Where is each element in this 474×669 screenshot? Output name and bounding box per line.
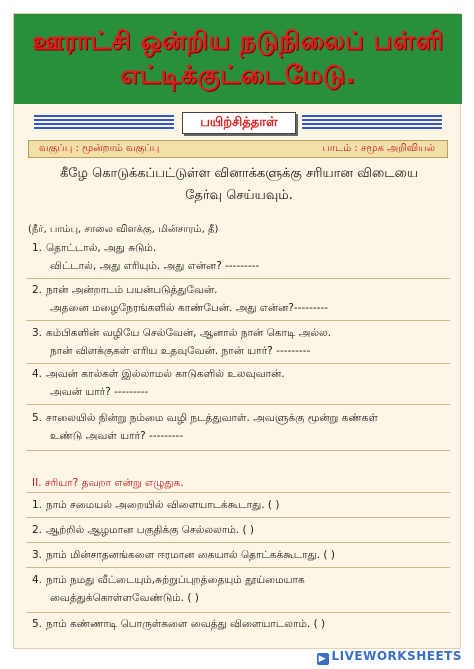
divider (26, 404, 450, 405)
divider (26, 450, 450, 451)
question-text[interactable]: நான் விளக்குகள் எரிய உதவுவேன். நான் யார்? --------- (50, 345, 311, 357)
question-text[interactable]: விட்டால், அது எரியும். அது என்ன? --------- (50, 260, 260, 272)
divider (26, 492, 450, 493)
question-text: நான் அன்றாடம் பயன்படுத்துவேன். (46, 284, 218, 296)
question-number: 5. (32, 412, 43, 424)
subject-label: பாடம் : சமூக அறிவியல் (322, 143, 435, 154)
question-number: 4. (32, 368, 43, 380)
question-number: 1. (32, 499, 43, 511)
class-subject-bar (28, 140, 448, 158)
divider (26, 542, 450, 543)
question-text: தொட்டால், அது சுடும். (46, 242, 157, 254)
question-number: 4. (32, 574, 43, 586)
question-text[interactable]: அதனை மழைநேரங்களில் காண்பேன். அது என்ன?--------- (50, 302, 329, 314)
school-name-line2: எட்டிக்குட்டைமேடு. (120, 60, 356, 89)
question-number: 3. (32, 327, 43, 339)
decorative-stripes-right (302, 115, 442, 131)
question-text: நாம் சமையல் அறையில் விளையாடக்கூடாது. ( ) (46, 499, 280, 511)
divider (26, 517, 450, 518)
liveworksheets-logo (317, 649, 462, 665)
divider (26, 320, 450, 321)
divider (26, 612, 450, 613)
question-text: நாம் நமது வீட்டையும்,சுற்றுப்புறத்தையும் தூய்மையாக (46, 574, 305, 586)
divider (26, 363, 450, 364)
question-text: ஆற்றில் ஆழமான பகுதிக்கு செல்லலாம். ( ) (46, 524, 254, 536)
question-number: 2. (32, 284, 43, 296)
decorative-stripes-left (34, 115, 174, 131)
logo-icon: ▶ (317, 653, 329, 665)
question-number: 1. (32, 242, 43, 254)
question-text: நாம் கண்ணாடி பொருள்களை வைத்து விளையாடலாம். ( ) (46, 618, 326, 630)
question-text: நாம் மின்சாதனங்களை ஈரமான கையால் தொட்கக்கூடாது. ( ) (46, 549, 335, 561)
question-text: கம்பிகளின் வழியே செல்வேன், ஆனால் நான் கொடி அல்ல. (46, 327, 332, 339)
question-text[interactable]: உண்டு அவள் யார்? --------- (50, 430, 184, 442)
worksheet (13, 13, 461, 649)
watermark-text: LIVEWORKSHEETS (331, 649, 462, 663)
divider (26, 567, 450, 568)
class-label: வகுப்பு : மூன்றாம் வகுப்பு (39, 143, 160, 154)
question-number: 5. (32, 618, 43, 630)
divider (26, 278, 450, 279)
worksheet-title: பயிற்சித்தாள் (182, 112, 296, 134)
school-banner (14, 14, 462, 104)
question-number: 3. (32, 549, 43, 561)
question-text: சாலையில் நின்று நம்மை வழி நடத்துவாள். அவளுக்கு மூன்று கண்கள் (46, 412, 378, 424)
section2-heading: II. சரியா? தவறா என்று எழுதுக. (32, 477, 184, 489)
question-number: 2. (32, 524, 43, 536)
question-text: அவன் கால்கள் இல்லாமல் காடுகளில் உலவுவான். (46, 368, 285, 380)
instruction-line2: தேர்வு செய்யவும். (185, 188, 293, 203)
instruction-line1: கீழே கொடுக்கப்பட்டுள்ள வினாக்களுக்கு சரியான விடையை (59, 166, 419, 181)
title-row (34, 112, 442, 134)
school-name-line1: ஊராட்சி ஒன்றிய நடுநிலைப் பள்ளி (32, 26, 444, 55)
question-text: வைத்துக்கொள்ளவேண்டும். ( ) (50, 592, 199, 604)
answer-options: (நீர், பாம்பு, சாலை விளக்கு, மின்சாரம், தீ) (28, 224, 219, 235)
question-text[interactable]: அவன் யார்? --------- (50, 386, 149, 398)
